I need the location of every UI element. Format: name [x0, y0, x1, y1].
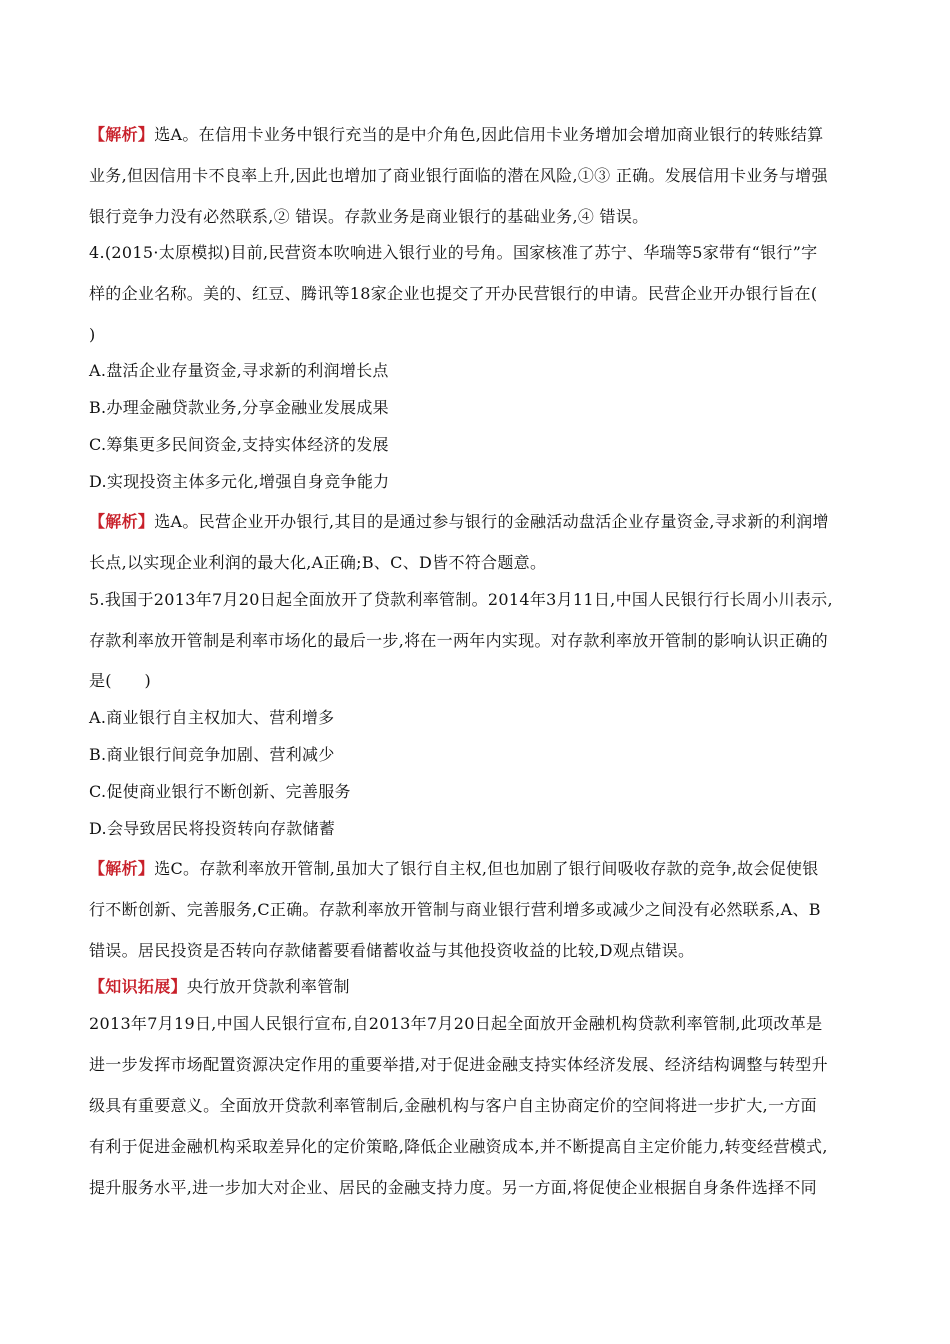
extension-body-line-1: 2013年7月19日,中国人民银行宣布,自2013年7月20日起全面放开金融机构贷款利率管制,此项改革是 [89, 1014, 823, 1033]
q4-option-a: A.盘活企业存量资金,寻求新的利润增长点 [89, 361, 389, 380]
q5-stem-line-1: 5.我国于2013年7月20日起全面放开了贷款利率管制。2014年3月11日,中国人民银行行长周小川表示, [89, 590, 833, 609]
q5-option-d: D.会导致居民将投资转向存款储蓄 [89, 819, 336, 838]
q4-analysis-line-2: 长点,以实现企业利润的最大化,A正确;B、C、D皆不符合题意。 [89, 553, 547, 572]
q5-option-a: A.商业银行自主权加大、营利增多 [89, 708, 335, 727]
q4-analysis-line-1 [89, 512, 829, 532]
analysis-tag: 【解析】 [89, 125, 155, 144]
q5-analysis-line-1 [89, 859, 819, 879]
q4-analysis-text: 选A。民营企业开办银行,其目的是通过参与银行的金融活动盘活企业存量资金,寻求新的利润增 [154, 512, 829, 531]
q5-option-c: C.促使商业银行不断创新、完善服务 [89, 782, 351, 801]
q4-option-d: D.实现投资主体多元化,增强自身竞争能力 [89, 472, 390, 491]
extension-heading [89, 977, 350, 997]
q3-analysis-line-3: 银行竞争力没有必然联系,② 错误。存款业务是商业银行的基础业务,④ 错误。 [89, 207, 649, 226]
q5-stem-line-2: 存款利率放开管制是利率市场化的最后一步,将在一两年内实现。对存款利率放开管制的影响认识正确的 [89, 631, 828, 650]
q3-analysis-line-1 [89, 125, 823, 145]
q4-option-b: B.办理金融贷款业务,分享金融业发展成果 [89, 398, 389, 417]
q4-stem-line-2: 样的企业名称。美的、红豆、腾讯等18家企业也提交了开办民营银行的申请。民营企业开办银行旨在( [89, 284, 818, 303]
q5-option-b: B.商业银行间竞争加剧、营利减少 [89, 745, 335, 764]
q3-analysis-line-2: 业务,但因信用卡不良率上升,因此也增加了商业银行面临的潜在风险,①③ 正确。发展信用卡业务与增强 [89, 166, 828, 185]
q5-analysis-text: 选C。存款利率放开管制,虽加大了银行自主权,但也加剧了银行间吸收存款的竞争,故会促使银 [154, 859, 819, 878]
q4-stem-line-1: 4.(2015·太原模拟)目前,民营资本吹响进入银行业的号角。国家核准了苏宁、华瑞等5家带有“银行”字 [89, 243, 818, 262]
q5-analysis-line-3: 错误。居民投资是否转向存款储蓄要看储蓄收益与其他投资收益的比较,D观点错误。 [89, 941, 695, 960]
q3-analysis-text: 选A。在信用卡业务中银行充当的是中介角色,因此信用卡业务增加会增加商业银行的转账结算 [154, 125, 824, 144]
extension-body-line-5: 提升服务水平,进一步加大对企业、居民的金融支持力度。另一方面,将促使企业根据自身条件选择不同 [89, 1178, 817, 1197]
analysis-tag: 【解析】 [89, 859, 155, 878]
q4-stem-line-3: ) [89, 325, 96, 344]
q5-stem-line-3: 是( ) [89, 671, 151, 690]
extension-body-line-3: 级具有重要意义。全面放开贷款利率管制后,金融机构与客户自主协商定价的空间将进一步扩大,一方面 [89, 1096, 817, 1115]
q4-option-c: C.筹集更多民间资金,支持实体经济的发展 [89, 435, 389, 454]
analysis-tag: 【解析】 [89, 512, 155, 531]
extension-body-line-2: 进一步发挥市场配置资源决定作用的重要举措,对于促进金融支持实体经济发展、经济结构调整与转型升 [89, 1055, 828, 1074]
extension-tag: 【知识拓展】 [89, 977, 187, 996]
extension-title: 央行放开贷款利率管制 [186, 977, 350, 996]
extension-body-line-4: 有利于促进金融机构采取差异化的定价策略,降低企业融资成本,并不断提高自主定价能力,转变经营模式, [89, 1137, 828, 1156]
q5-analysis-line-2: 行不断创新、完善服务,C正确。存款利率放开管制与商业银行营利增多或减少之间没有必然联系,A、B [89, 900, 821, 919]
